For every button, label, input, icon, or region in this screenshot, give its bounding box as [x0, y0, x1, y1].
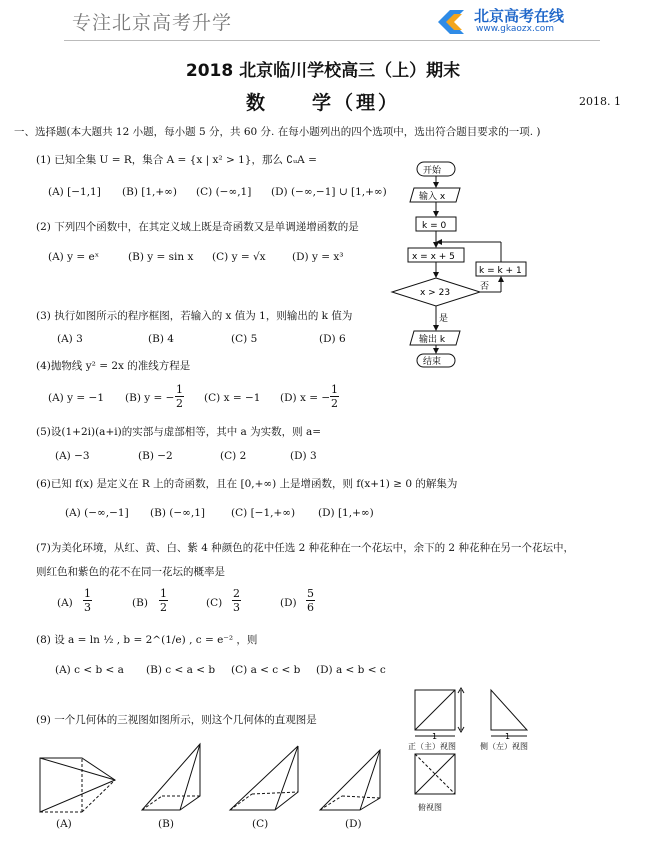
section-heading: 一、选择题(本大题共 12 小题，每小题 5 分，共 60 分. 在每小题列出的四个选项中，选出符合题目要求的一项. ) [14, 126, 541, 138]
q1-option-c: (C) (−∞,1] [196, 186, 252, 198]
solid-b [142, 744, 200, 810]
q4-stem: (4)抛物线 y² = 2x 的准线方程是 [36, 360, 191, 372]
q8-option-b: (B) c < a < b [146, 664, 216, 676]
flow-input-label: 输入 x [419, 192, 446, 202]
q4-option-d-fraction: $\frac{1}{2}$ [331, 383, 338, 410]
side-view [491, 690, 527, 741]
q2-option-a: (A) y = eˣ [48, 251, 100, 263]
q9-option-d: (D) [345, 818, 362, 830]
q8-option-c: (C) a < c < b [231, 664, 301, 676]
page-title: 2018 北京临川学校高三（上）期末 [185, 61, 461, 81]
q9-option-a: (A) [56, 818, 72, 830]
q5-option-d: (D) 3 [290, 450, 317, 462]
flow-init-label: k = 0 [422, 221, 447, 231]
q2-option-b: (B) y = sin x [128, 251, 194, 263]
q7-option-d-fraction: $\frac{5}{6}$ [307, 587, 314, 614]
exam-date: 2018. 1 [579, 95, 621, 108]
flow-output-label: 输出 k [419, 335, 446, 345]
side-view-caption: 侧（左）视图 [480, 742, 528, 751]
q5-stem: (5)设(1+2i)(a+i)的实部与虚部相等，其中 a 为实数，则 a= [36, 426, 322, 438]
top-view [415, 754, 455, 794]
q9-stem: (9) 一个几何体的三视图如图所示，则这个几何体的直观图是 [36, 714, 317, 726]
flow-condition-label: x > 23 [420, 288, 451, 298]
q9-option-c: (C) [252, 818, 269, 830]
q7-option-c-fraction: $\frac{2}{3}$ [233, 587, 240, 614]
logo-url: www.gkaozx.com [476, 24, 555, 34]
front-view [415, 688, 464, 741]
subject-title: 数 学（理） [245, 92, 400, 114]
q3-stem: (3) 执行如图所示的程序框图，若输入的 x 值为 1，则输出的 k 值为 [36, 310, 353, 322]
q2-option-c: (C) y = √x [212, 251, 266, 263]
q3-option-b: (B) 4 [148, 333, 174, 345]
q3-option-a: (A) 3 [57, 333, 83, 345]
flow-update-k-label: k = k + 1 [479, 266, 522, 276]
q6-option-a: (A) (−∞,−1] [65, 507, 129, 519]
q7-stem-line2: 则红色和紫色的花不在同一花坛的概率是 [36, 566, 225, 578]
q4-option-a: (A) y = −1 [48, 392, 104, 404]
flow-start-label: 开始 [423, 166, 442, 176]
side-dim-label: 1 [505, 732, 511, 741]
q5-option-b: (B) −2 [138, 450, 173, 462]
q4-option-c: (C) x = −1 [204, 392, 261, 404]
q7-stem-line1: (7)为美化环境，从红、黄、白、紫 4 种颜色的花中任选 2 种花种在一个花坛中，余下的 2 种花种在另一个花坛中， [36, 542, 574, 554]
q6-stem: (6)已知 f(x) 是定义在 R 上的奇函数，且在 [0,+∞) 上是增函数，则 f(x+1) ≥ 0 的解集为 [36, 478, 458, 490]
q8-option-a: (A) c < b < a [55, 664, 124, 676]
q6-option-c: (C) [−1,+∞) [231, 507, 296, 519]
q3-option-c: (C) 5 [231, 333, 258, 345]
front-dim-label: 1 [432, 732, 438, 741]
q5-option-a: (A) −3 [55, 450, 90, 462]
q7-option-a: (A) [57, 597, 73, 609]
flow-end-label: 结束 [423, 357, 442, 367]
q8-stem: (8) 设 a = ln ½ , b = 2^(1/e) , c = e⁻² ，则 [36, 634, 258, 646]
top-view-caption: 俯视图 [418, 803, 442, 812]
q8-option-d: (D) a < b < c [316, 664, 386, 676]
header-slogan: 专注北京高考升学 [72, 12, 233, 34]
q4-option-b-fraction: $\frac{1}{2}$ [176, 383, 183, 410]
q4-option-b: (B) y = − [125, 392, 175, 404]
q9-solids [30, 740, 390, 820]
flow-update-x-label: x = x + 5 [412, 252, 455, 262]
q6-option-d: (D) [1,+∞) [318, 507, 374, 519]
solid-a [40, 758, 115, 812]
q6-option-b: (B) (−∞,1] [150, 507, 206, 519]
header-divider [64, 40, 600, 41]
q3-option-d: (D) 6 [319, 333, 346, 345]
q5-option-c: (C) 2 [220, 450, 247, 462]
q1-stem: (1) 已知全集 U = R，集合 A = {x | x² > 1}，那么 ∁ᵤA = [36, 154, 317, 166]
solid-c [230, 746, 298, 810]
q1-option-b: (B) [1,+∞) [122, 186, 178, 198]
q1-option-d: (D) (−∞,−1] ∪ [1,+∞) [271, 186, 387, 198]
flow-no-label: 否 [480, 282, 490, 292]
q7-option-c: (C) [206, 597, 223, 609]
q9-option-b: (B) [158, 818, 174, 830]
q2-stem: (2) 下列四个函数中，在其定义域上既是奇函数又是单调递增函数的是 [36, 221, 359, 233]
front-view-caption: 正（主）视图 [408, 742, 456, 751]
q7-option-b: (B) [132, 597, 148, 609]
q4-option-d: (D) x = − [280, 392, 331, 404]
flowchart [390, 160, 540, 370]
q7-option-d: (D) [280, 597, 297, 609]
q7-option-b-fraction: $\frac{1}{2}$ [160, 587, 167, 614]
logo-text: 北京高考在线 [474, 7, 565, 25]
q1-option-a: (A) [−1,1] [48, 186, 101, 198]
flow-yes-label: 是 [439, 314, 449, 324]
q7-option-a-fraction: $\frac{1}{3}$ [84, 587, 91, 614]
solid-d [320, 750, 380, 810]
q2-option-d: (D) y = x³ [292, 251, 344, 263]
